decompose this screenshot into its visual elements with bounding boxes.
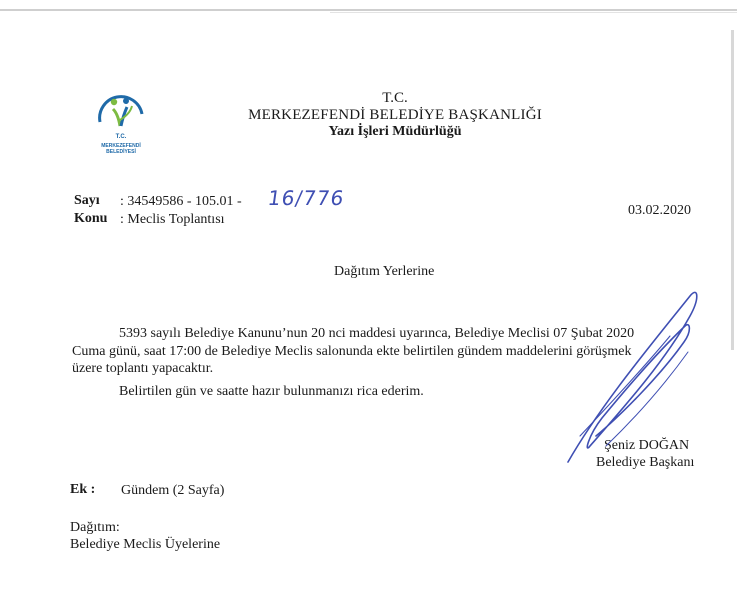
header-organization: MERKEZEFENDİ BELEDİYE BAŞKANLIĞI (248, 107, 542, 123)
scan-top-edge-shadow (330, 12, 737, 13)
document-date: 03.02.2020 (628, 203, 691, 218)
recipient-line: Dağıtım Yerlerine (334, 264, 435, 279)
body-paragraph-1-line-3: üzere toplantı yapacaktır. (72, 361, 214, 376)
body-paragraph-1-line-1: 5393 sayılı Belediye Kanunu’nun 20 nci maddesi uyarınca, Belediye Meclisi 07 Şubat 2020 (119, 326, 635, 341)
konu-label: Konu (74, 211, 108, 226)
signatory-name: Şeniz DOĞAN (604, 438, 690, 453)
logo-name-line1: MERKEZEFENDİ (101, 143, 141, 149)
scan-right-edge (731, 30, 734, 350)
distribution-label: Dağıtım: (70, 520, 120, 535)
header-tc: T.C. (382, 90, 408, 106)
logo-name-line2: BELEDİYESİ (106, 149, 136, 155)
body-paragraph-1-line-2: Cuma günü, saat 17:00 de Belediye Meclis salonunda ekte belirtilen gündem maddelerini görüşmek (72, 344, 632, 359)
scan-top-edge (0, 9, 737, 11)
handwritten-signature (540, 286, 710, 466)
konu-value: : Meclis Toplantısı (120, 212, 225, 227)
attachment-label: Ek : (70, 482, 96, 497)
header-department: Yazı İşleri Müdürlüğü (328, 124, 462, 139)
body-paragraph-2: Belirtilen gün ve saatte hazır bulunmanızı rica ederim. (119, 384, 424, 399)
sayi-handwritten-number: 16/776 (266, 186, 347, 210)
logo-tc-text: T.C. (115, 134, 127, 140)
distribution-value: Belediye Meclis Üyelerine (70, 537, 221, 552)
logo-emblem-icon (90, 92, 152, 136)
signatory-title: Belediye Başkanı (596, 455, 695, 470)
municipality-logo (88, 92, 154, 166)
sayi-value: : 34549586 - 105.01 - (120, 194, 242, 209)
sayi-label: Sayı (74, 193, 100, 208)
logo-name-text (88, 143, 154, 155)
attachment-value: Gündem (2 Sayfa) (121, 483, 225, 498)
